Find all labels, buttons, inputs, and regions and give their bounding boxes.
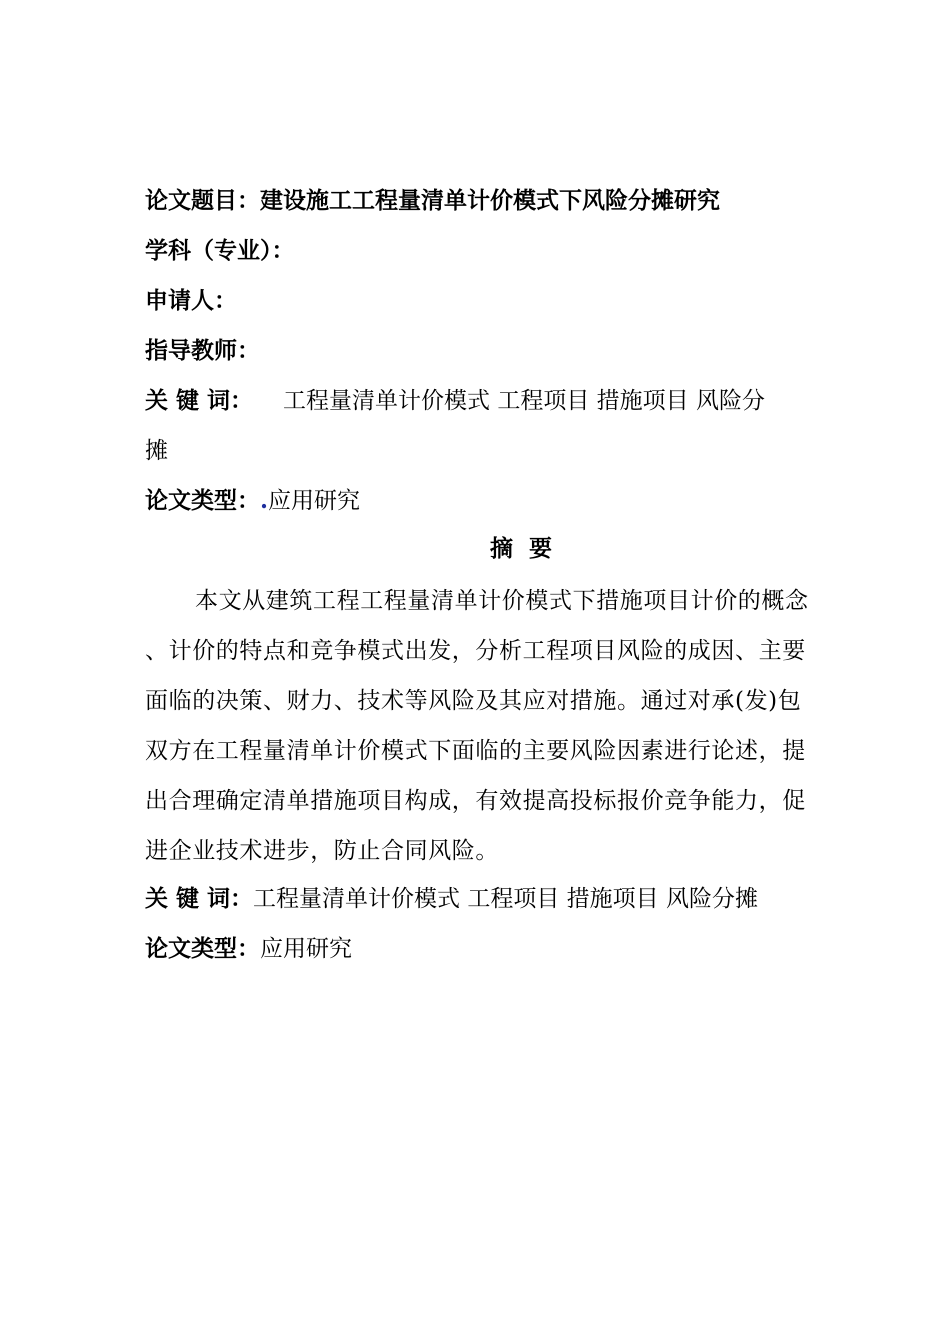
thesis-title-row — [145, 186, 860, 216]
abstract-line: 出合理确定清单措施项目构成，有效提高投标报价竞争能力，促 — [145, 788, 806, 814]
cover-type-dot: . — [260, 487, 269, 514]
thesis-title-label: 论文题目： — [145, 187, 260, 214]
advisor-row — [145, 336, 860, 366]
cover-type-label: 论文类型： — [145, 487, 260, 514]
cover-keywords-continued — [145, 436, 860, 466]
subject-label: 学科（专业）： — [145, 237, 295, 264]
cover-keywords-value-continued: 摊 — [145, 438, 168, 464]
abstract-type-value: 应用研究 — [260, 936, 352, 962]
abstract-type-row — [145, 934, 860, 964]
cover-keywords-row — [145, 386, 860, 416]
applicant-label: 申请人： — [145, 287, 237, 314]
advisor-label: 指导教师： — [145, 337, 260, 364]
cover-type-value: 应用研究 — [268, 488, 361, 514]
cover-keywords-value: 工程量清单计价模式 工程项目 措施项目 风险分 — [283, 388, 765, 414]
abstract-line: 双方在工程量清单计价模式下面临的主要风险因素进行论述，提 — [145, 738, 806, 764]
abstract-keywords-row — [145, 884, 860, 914]
applicant-row — [145, 286, 860, 316]
abstract-line: 本文从建筑工程工程量清单计价模式下措施项目计价的概念 — [195, 588, 809, 614]
abstract-line: 进企业技术进步，防止合同风险。 — [145, 838, 499, 864]
abstract-keywords-label: 关 键 词： — [145, 885, 254, 912]
abstract-type-label: 论文类型： — [145, 935, 260, 962]
cover-type-row — [145, 486, 860, 516]
abstract-line: 面临的决策、财力、技术等风险及其应对措施。通过对承(发)包 — [145, 688, 802, 714]
subject-row — [145, 236, 860, 266]
thesis-title-value: 建设施工工程量清单计价模式下风险分摊研究 — [260, 187, 720, 214]
abstract-keywords-value: 工程量清单计价模式 工程项目 措施项目 风险分摊 — [253, 886, 758, 912]
abstract-line: 、计价的特点和竞争模式出发，分析工程项目风险的成因、主要 — [145, 638, 806, 664]
abstract-heading: 摘要 — [490, 535, 568, 562]
cover-keywords-label: 关 键 词： — [145, 387, 254, 414]
